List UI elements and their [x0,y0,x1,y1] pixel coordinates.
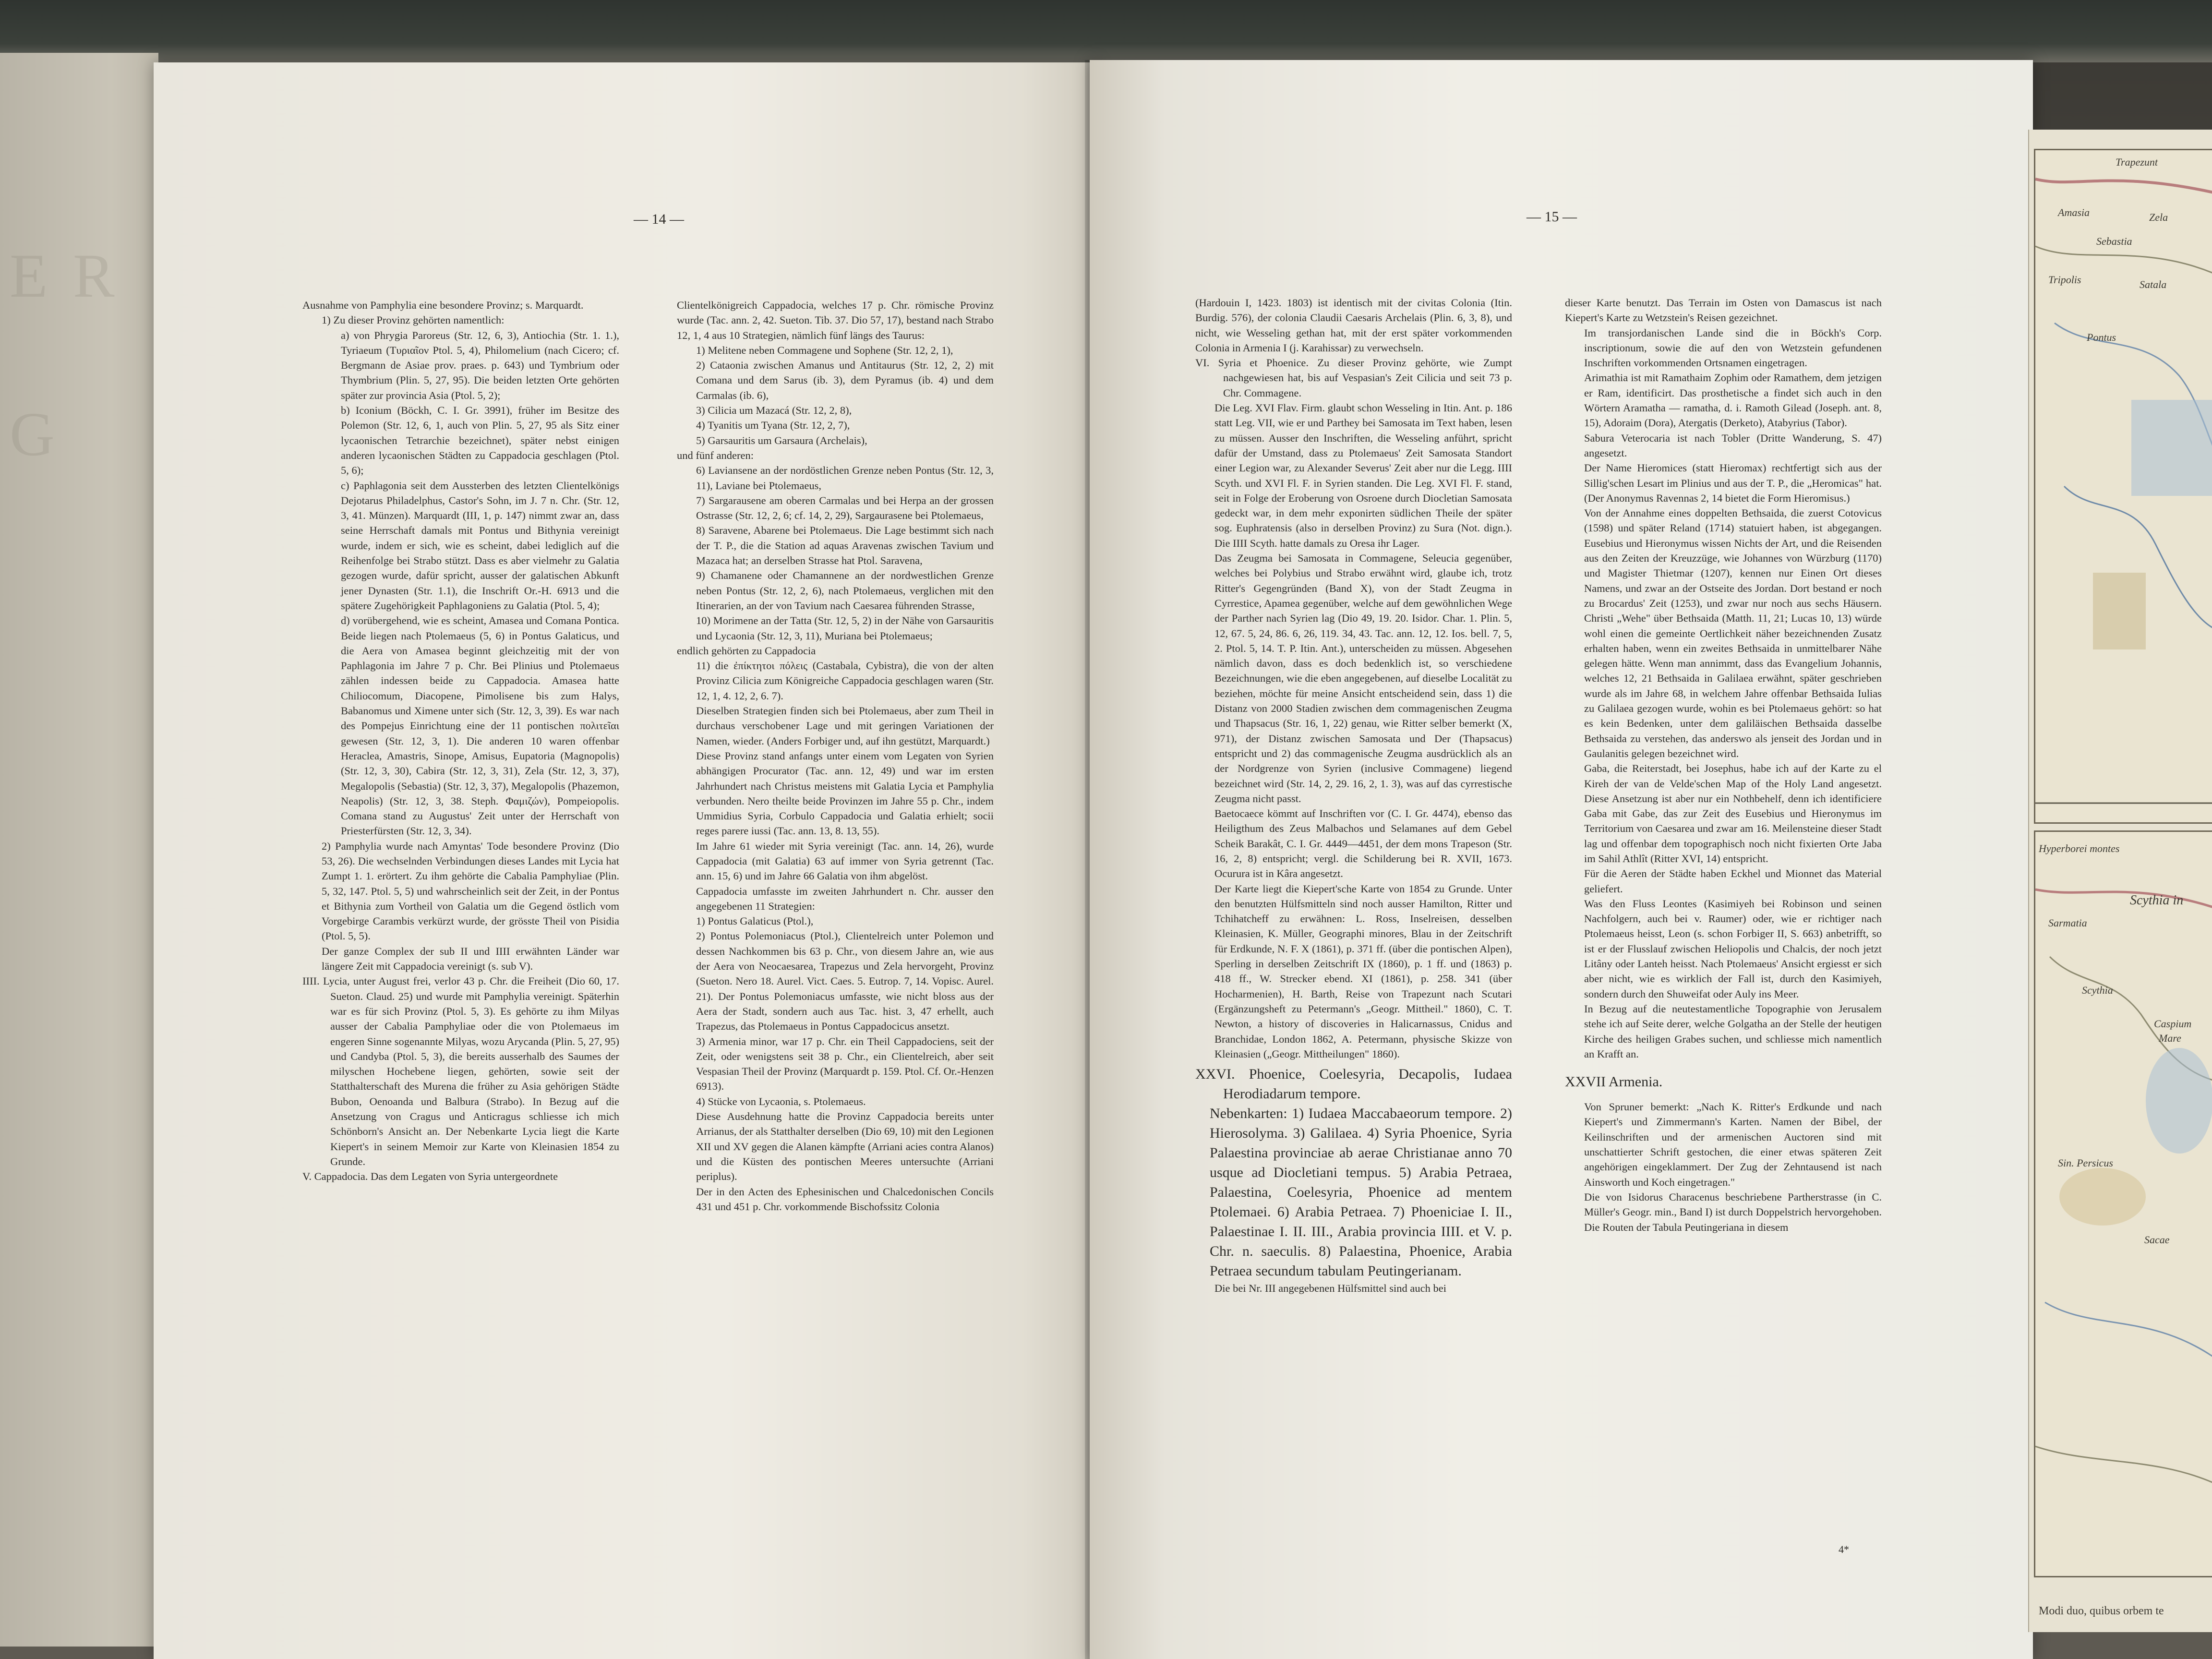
map-label: Hyperborei montes [2039,842,2120,854]
paragraph: VI. Syria et Phoenice. Zu dieser Provinz gehörte, wie Zumpt nachgewiesen hat, bis auf Vespasian's Zeit Cilicia und seit 73 p. Chr. Commagene. [1195,357,1512,399]
paragraph: Diese Provinz stand anfangs unter einem vom Legaten von Syrien abhängigen Procurator (Tac. ann. 12, 49) und war im ersten Jahrhundert nach Christus meistens mit Galatia Lycia et Pamphylia verbunden. Nero theilte beide Provinzen im Jahre 55 p. Chr., indem Ummidius Syria, Corbulo Cappadocia und Galatia erhielt; socii reges parere iussi (Tac. ann. 13, 8. 13, 55). [696,749,994,837]
right-page-column-2 [1565,295,1882,1235]
map-label: Scythia [2082,984,2113,996]
paragraph: 5) Garsauritis um Garsaura (Archelais), [696,434,867,446]
paragraph: dieser Karte benutzt. Das Terrain im Osten von Damascus ist nach Kiepert's Karte zu Wetzstein's Reisen gezeichnet. [1565,297,1882,324]
map-plate-edge [2028,130,2212,1632]
paragraph: Die von Isidorus Characenus beschriebene Partherstrasse (in C. Müller's Geogr. min., Band I) ist durch Doppelstrich hervorgehoben. Die Routen der Tabula Peutingeriana in diesem [1584,1190,1882,1233]
left-page [154,62,1097,1659]
paragraph: Im transjordanischen Lande sind die in Böckh's Corp. inscriptionum, sowie die auf den von Wetzstein gefundenen Inschriften vorkommenden Ortsnamen eingetragen. [1584,326,1882,369]
paragraph: 2) Pamphylia wurde nach Amyntas' Tode besondere Provinz (Dio 53, 26). Die wechselnden Verbindungen dieses Landes mit Lycia hat Zumpt 1. 1. erörtert. Zu ihm gehörte die Cabalia Pamphyliae (Plin. 5, 32, 147. Ptol. 5, 5) und wahrscheinlich seit der Zeit, in der Pontus et Bithynia zum Vortheil von Galatia um die Gegend östlich vom Vorgebirge Carambis verkürzt wurde, der grösste Theil von Pisidia (Ptol. 5, 5). [322,840,619,942]
right-page-column-1 [1195,295,1512,1296]
paragraph: 2) Pontus Polemoniacus (Ptol.), Clientelreich unter Polemon und dessen Nachkommen bis 63 p. Chr., von diesem Jahre an, wie aus der Aera von Neocaesarea, Trapezus und Zela hervorgeht, Provinz (Sueton. Nero 18. Aurel. Vict. Caes. 5. Eutrop. 7, 14. Vopisc. Aurel. 21). Der Pontus Polemoniacus umfasste, wie nicht bloss aus der Aera der Stadt, sondern auch aus Tac. hist. 3, 47 erhellt, auch Trapezus, das Ptolemaeus in Pontus Cappadocicus ansetzt. [696,930,994,1033]
map-label: Sebastia [2096,235,2132,247]
paragraph: 11) die ἐπίκτητοι πόλεις (Castabala, Cybistra), die von der alten Provinz Cilicia zum Königreiche Cappadocia geschlagen waren (Str. 12, 1, 4. 12, 2, 6. 7). [696,660,994,702]
paragraph: Sabura Veterocaria ist nach Tobler (Dritte Wanderung, S. 47) angesetzt. [1584,432,1882,459]
page-number-14: — 14 — [634,211,684,227]
paragraph: Arimathia ist mit Ramathaim Zophim oder Ramathem, dem jetzigen er Ram, identificirt. Das prosthetische a findet sich auch in den Wörtern Aramatha — ramatha, d. i. Ramoth Gilead (Joseph. ant. 8, 15), Adoraim (Dora), Atergatis (Derketo), Atabyrius (Tabor). [1584,372,1882,429]
map-label: Sacae [2144,1234,2170,1246]
map-label: Satala [2140,278,2167,290]
map-caption: Modi duo, quibus orbem te [2039,1605,2164,1617]
paragraph: Der ganze Complex der sub II und IIII erwähnten Länder war längere Zeit mit Cappadocia vereinigt (s. sub V). [322,945,619,973]
paragraph: Gaba, die Reiterstadt, bei Josephus, habe ich auf der Karte zu el Kireh der van de Velde'schen Map of the Holy Land angesetzt. Diese Ansetzung ist aber nur ein Nothbehelf, denn ich identificiere Gaba mit Gabe, das zur Zeit des Eusebius und Hieronymus im Territorium von Caesarea und zwar am 16. Meilensteine dieser Stadt lag und offenbar dem topographisch noch nicht fixierten Orte Jaba im Sahil Athlît (Ritter XVI, 14) entspricht. [1584,762,1882,865]
map-label: Caspium [2154,1018,2192,1030]
right-column-1-body [1195,295,1512,1061]
paragraph: (Hardouin I, 1423. 1803) ist identisch mit der civitas Colonia (Itin. Burdig. 576), der colonia Claudii Caesaris Archelais (Plin. 6, 3, 8), und nicht, wie Wesseling gethan hat, mit der erst später vorkommenden Colonia in Armenia I (j. Karahissar) zu verwechseln. [1195,297,1512,354]
map-label: Amasia [2058,206,2090,218]
right-column-2-body [1565,295,1882,1061]
book-spine-top [0,0,2212,62]
paragraph: 8) Saravene, Abarene bei Ptolemaeus. Die Lage bestimmt sich nach der T. P., die die Station ad aquas Aravenas zwischen Tavium und Mazaca hat; an derselben Strasse hat Ptol. Saravena, [696,524,994,567]
paragraph: 4) Stücke von Lycaonia, s. Ptolemaeus. [696,1095,866,1107]
map-panel-upper [2034,149,2212,824]
paragraph: Dieselben Strategien finden sich bei Ptolemaeus, aber zum Theil in durchaus verschobener Lage und mit geringen Variationen der Namen, wieder. (Anders Forbiger und, auf ihn gestützt, Marquardt.) [696,705,994,747]
paragraph: Von Spruner bemerkt: „Nach K. Ritter's Erdkunde und nach Kiepert's und Zimmermann's Karten. Namen der Bibel, der Keilinschriften und der armenischen Auctoren sind mit unschattierter Schrift gestochen, die einer etwas späteren Zeit angehörigen eingeklammert. Der Zug der Zehntausend ist nach Ainsworth und Koch eingetragen." [1584,1101,1882,1188]
map-lower-drawing [2035,832,2212,1576]
section-heading-xxvi: XXVI. Phoenice, Coelesyria, Decapolis, Iudaea Herodiadarum tempore. [1195,1066,1512,1102]
left-page-column-2 [677,298,994,1214]
paragraph: 1) Melitene neben Commagene und Sophene (Str. 12, 2, 1), [696,344,953,356]
map-label: Mare [2159,1032,2181,1044]
paragraph: Von der Annahme eines doppelten Bethsaida, die zuerst Cotovicus (1598) und später Reland (1714) statuiert haben, ist abgegangen. Eusebius und Hieronymus wissen Nichts der Art, und die Reisenden aus den Zeiten der Kreuzzüge, wie Johannes von Würzburg (1170) und Magister Thietmar (1207), kennen nur Einen Ort dieses Namens, und zwar an der Ostseite des Jordan. Dort bestand er noch zu Brocardus' Zeit (1253), und zwar nur noch aus sechs Häusern. Christi „Wehe" über Bethsaida (Matth. 11, 21; Lucas 10, 13) würde wohl einen die gemeinte Oertlichkeit näher bezeichnenden Zusatz erhalten haben, wenn ein zweites Bethsaida in unmittelbarer Nähe gelegen hätte. Wenn man annimmt, dass das Evangelium Johannis, welches 12, 21 Bethsaida in Galilaea erwähnt, später geschrieben wurde als im Jahre 68, in welchem Jahre offenbar Bethsaida Iulias zu Galilaea gezogen wurde, wohin es bei Ptolemaeus gehört: so hat es kein Bedenken, unter dem galiläischen Bethsaida dasselbe Bethsaida zu verstehen, das anderswo als jenseit des Jordan und in Gaulanitis gelegen bezeichnet wird. [1584,507,1882,759]
paragraph: Das Zeugma bei Samosata in Commagene, Seleucia gegenüber, welches bei Polybius und Strabo erwähnt wird, glaube ich, trotz Ritter's Gegengründen (Band X), von der Stadt Zeugma in Cyrrestice, Apamea gegenüber, welche auf dem gewöhnlichen Wege der Parther nach Syrien lag (Dio 49, 19. 20. Isidor. Char. 1. Plin. 5, 12, 67. 5, 24, 86. 6, 26, 119. 34, 43. Tac. ann. 12, 12. Ios. bell. 7, 5, 2. Ptol. 5, 14. T. P. Itin. Ant.), unterscheiden zu müssen. Abgesehen nämlich davon, dass es doch bedenklich ist, so verschiedene Bezeichnungen, wie die eben angegebenen, auf dieselbe Localität zu beziehen, möchte für meine Ansicht entscheidend sein, dass 1) die Distanz von 2000 Stadien zwischen dem commagenischen Zeugma und Thapsacus (Str. 16, 1, 22) genau, wie Ritter selber bemerkt (X, 971), der Distanz zwischen Samosata und Der (Thapsacus) entspricht und 2) das commagenische Zeugma ausdrücklich als an der Nordgrenze von Syrien (inclusive Commagene) liegend bezeichnet wird (Str. 14, 2, 29. 16, 2, 1. 3), was auf das cyrrestische Zeugma nicht passt. [1214,552,1512,805]
paragraph: d) vorübergehend, wie es scheint, Amasea und Comana Pontica. Beide liegen nach Ptolemaeus (5, 6) in Pontus Galaticus, und die Aera von Amasea beginnt gleichzeitig mit der von Paphlagonia im Jahre 7 p. Chr. Bei Plinius und Ptolemaeus zählen indessen beide zu Cappadocia. Amasea hatte Chiliocomum, Diacopene, Pimolisene bis zum Halys, Babanomus und Ximene unter sich (Str. 12, 3, 39). Es war nach des Pompejus Einrichtung eine der 11 pontischen πολιτεῖαι gewesen (Str. 12, 3, 1). Die anderen 10 waren offenbar Heraclea, Amastris, Sinope, Amisus, Eupatoria (Magnopolis) (Str. 12, 3, 30), Cabira (Str. 12, 3, 31), Zela (Str. 12, 3, 37), Megalopolis (Sebastia) (Str. 12, 3, 37), Megalopolis (Phazemon, Neapolis) (Str. 12, 3, 38. Steph. Φαμιζών), Pompeiopolis. Comana stand zu Augustus' Zeit unter der Herrschaft von Priesterfürsten (Str. 12, 3, 34). [341,614,619,837]
paragraph: c) Paphlagonia seit dem Aussterben des letzten Clientelkönigs Dejotarus Philadelphus, Castor's Sohn, im J. 7 n. Chr. (Str. 12, 3, 41. Münzen). Marquardt (III, 1, p. 147) nimmt zwar an, dass seine Herrschaft damals mit Pontus und Bithynia vereinigt wurde, indem er sich, wie es scheint, dabei lediglich auf die Reihenfolge bei Strabo stützt. Dass es aber vielmehr zu Galatia gezogen wurde, dafür spricht, ausser der galatischen Abkunft jener Dynasten (Str. 1.1), die Inschrift Or.-H. 6913 und die spätere Zugehörigkeit Paphlagoniens zu Galatia (Ptol. 5, 4); [341,479,619,612]
paragraph: Für die Aeren der Städte haben Eckhel und Mionnet das Material geliefert. [1584,867,1882,895]
paragraph: 1) Pontus Galaticus (Ptol.), [696,915,814,927]
paragraph: Clientelkönigreich Cappadocia, welches 17 p. Chr. römische Provinz wurde (Tac. ann. 2, 42. Sueton. Tib. 37. Dio 57, 17), bestand nach Strabo 12, 1, 4 aus 10 Strategien, nämlich fünf längs des Taurus: [677,299,994,341]
right-page [1090,60,2033,1659]
paragraph: 2) Cataonia zwischen Amanus und Antitaurus (Str. 12, 2, 2) mit Comana und dem Sarus (ib. 3), dem Pyramus (ib. 4) und dem Carmalas (ib. 6), [696,359,994,401]
paragraph: Cappadocia umfasste im zweiten Jahrhundert n. Chr. ausser den angegebenen 11 Strategien: [696,885,994,912]
signature-mark: 4* [1839,1543,1849,1555]
map-label: Zela [2149,211,2168,223]
paragraph: V. Cappadocia. Das dem Legaten von Syria untergeordnete [302,1170,558,1183]
paragraph: endlich gehörten zu Cappadocia [677,644,816,657]
paragraph: Was den Fluss Leontes (Kasimiyeh bei Robinson und seinen Nachfolgern, auch bei v. Raumer) oder, wie er richtiger nach Ptolemaeus heisst, Leon (s. schon Forbiger II, S. 663) anbetrifft, so ist er der Flusslauf zwischen Heliopolis und Chalcis, der noch jetzt Litâny oder Lanteh heisst. Nach Ptolemaeus' Ansicht ergiesst er sich aber nicht, wie es wirklich der Fall ist, durch den Kasimiyeh, sondern durch den Shuweifat oder Auly ins Meer. [1584,897,1882,1000]
nebenkarten-list: Nebenkarten: 1) Iudaea Maccabaeorum tempore. 2) Hierosolyma. 3) Galilaea. 4) Syria Phoenice, Syria Palaestina provinciae ab aerae Christianae anno 70 usque ad Diocletiani tempus. 5) Arabia Petraea, Palaestina, Coelesyria, Phoenice ad mentem Ptolemaei. 6) Arabia Petraea. 7) Phoeniciae I. II., Palaestinae I. II. III., Arabia provincia IIII. et V. p. Chr. n. saeculis. 8) Palaestina, Phoenice, Arabia Petraea secundum tabulam Peutingerianam. [1210,1106,1512,1279]
right-column-2-tail [1565,1099,1882,1235]
map-label: Scythia in [2130,893,2184,908]
paragraph: Die Leg. XVI Flav. Firm. glaubt schon Wesseling in Itin. Ant. p. 186 statt Leg. VII, wie er und Parthey bei Samosata im Text haben, lesen zu müssen. Ausser den Inschriften, die Wesseling anführt, spricht dafür der Umstand, dass zu Ptolemaeus' Zeit Samosata Standort einer Legion war, zu Alexander Severus' Zeit aber nur die Legg. IIII Scyth. und XVI Fl. F. in Syrien standen. Die Leg. XVI Fl. F. stand, seit in Folge der Eroberung von Osroene durch Diocletian Samosata gedeckt war, in dem mehr exponirten südlichen Theile der später sog. Euphratensis (also in derselben Provinz) zu Sura (Not. dign.). Die IIII Scyth. hatte damals zu Oresa ihr Lager. [1214,402,1512,549]
paragraph: und fünf anderen: [677,449,754,461]
paragraph: 10) Morimene an der Tatta (Str. 12, 5, 2) in der Nähe von Garsauritis und Lycaonia (Str. 12, 3, 11), Muriana bei Ptolemaeus; [696,614,994,642]
paragraph: Baetocaece kömmt auf Inschriften vor (C. I. Gr. 4474), ebenso das Heiligthum des Zeus Malbachos und Selamanes auf dem Gebel Scheik Barakât, C. I. Gr. 4449—4451, der dem mons Trapeson (Str. 16, 2, 8) entspricht; vergl. die Schilderung bei R. XVII, 1673. Ocurura ist in Kâra angesetzt. [1214,807,1512,880]
paragraph: 9) Chamanene oder Chamannene an der nordwestlichen Grenze neben Pontus (Str. 12, 2, 6), nach Ptolemaeus, verglichen mit den Itinerarien, an der von Tavium nach Caesarea führenden Strasse, [696,569,994,612]
map-label: Sin. Persicus [2058,1157,2113,1169]
map-label: Pontus [2087,331,2116,343]
map-panel-lower [2034,830,2212,1577]
paragraph: Der in den Acten des Ephesinischen und Chalcedonischen Concils 431 und 451 p. Chr. vorkommende Bischofssitz Colonia [696,1185,994,1213]
map-label: Sarmatia [2048,917,2087,929]
paragraph: 3) Cilicia um Mazacá (Str. 12, 2, 8), [696,404,852,417]
left-page-column-1 [302,298,619,1184]
paragraph: In Bezug auf die neutestamentliche Topographie von Jerusalem stehe ich auf Seite derer, welche Golgatha an der Stelle der heutigen Kirche des heiligen Grabes suchen, und schliesse mich namentlich an Krafft an. [1584,1002,1882,1060]
paragraph: 3) Armenia minor, war 17 p. Chr. ein Theil Cappadociens, seit der Zeit, oder wenigstens seit 38 p. Chr., ein Clientelreich, aber seit Vespasian Theil der Provinz (Marquardt p. 159. Ptol. Cf. Or.-Henzen 6913). [696,1035,994,1093]
section-heading-xxvii: XXVII Armenia. [1565,1074,1663,1090]
map-label: Trapezunt [2116,156,2158,168]
map-label: Tripolis [2048,274,2081,286]
paragraph: IIII. Lycia, unter August frei, verlor 43 p. Chr. die Freiheit (Dio 60, 17. Sueton. Claud. 25) und wurde mit Pamphylia vereinigt. Späterhin war es für sich Provinz (Ptol. 5, 3). Es gehörte zu ihm Milyas ausser der Cabalia Pamphyliae oder die von Ptolemaeus im engeren Sinne sogenannte Milyas, wozu Arycanda (Plin. 5, 27, 95) und Candyba (Ptol. 5, 3), die bereits ausserhalb des Saumes der milyschen Hochebene liegen, gehörten, sowie seit der Statthalterschaft des Murena die früher zu Asia gehörigen Städte Bubon, Oenoanda und Balbura (Strabo). In Bezug auf die Ansetzung von Cragus und Anticragus schliesse ich mich Schönborn's Ansicht an. Der Nebenkarte Lycia liegt die Karte Kiepert's in seinem Memoir zur Karte von Kleinasien 1854 zu Grunde. [302,975,619,1167]
paragraph: Im Jahre 61 wieder mit Syria vereinigt (Tac. ann. 14, 26), wurde Cappadocia (mit Galatia) 63 auf immer von Syria getrennt (Tac. ann. 15, 6) und im Jahre 66 Galatia von ihm abgelöst. [696,840,994,882]
page-number-15: — 15 — [1527,209,1577,225]
map-upper-drawing [2035,150,2212,822]
paragraph: 4) Tyanitis um Tyana (Str. 12, 2, 7), [696,419,850,432]
paragraph: Der Name Hieromices (statt Hieromax) rechtfertigt sich aus der Sillig'schen Lesart im Plinius und aus der T. P., die „Heromicas" hat. (Der Anonymus Ravennas 2, 14 bietet die Form Hieromisus.) [1584,462,1882,504]
cover-ghost-letters: E R G [10,241,120,469]
left-cover-flap [0,53,158,1647]
paragraph: 1) Zu dieser Provinz gehörten namentlich: [322,314,505,326]
paragraph: b) Iconium (Böckh, C. I. Gr. 3991), früher im Besitze des Polemon (Str. 12, 6, 1, auch von Plin. 5, 27, 95 als Sitz einer lycaonischen Tetrarchie bezeichnet), später nebst einigen anderen lycaonischen Städten zu Cappadocia geschlagen (Ptol. 5, 6); [341,404,619,477]
paragraph: 7) Sargarausene am oberen Carmalas und bei Herpa an der grossen Ostrasse (Str. 12, 2, 6; cf. 14, 2, 29), Sargaurasene bei Ptolemaeus, [696,494,994,522]
paragraph: Diese Ausdehnung hatte die Provinz Cappadocia bereits unter Arrianus, der als Statthalter derselben (Dio 69, 10) mit den Legionen XII und XV gegen die Alanen kämpfte (Arriani acies contra Alanos) und die Küsten des pontischen Meeres untersuchte (Arriani periplus). [696,1110,994,1183]
paragraph: Ausnahme von Pamphylia eine besondere Provinz; s. Marquardt. [302,299,584,311]
paragraph: a) von Phrygia Paroreus (Str. 12, 6, 3), Antiochia (Str. 1. 1.), Tyriaeum (Τυριαῖον Ptol. 5, 4), Philomelium (nach Cicero; cf. Bergmann de Asiae prov. praes. p. 643) und Tymbrium oder Thymbrium (Plin. 5, 27, 95). Die beiden letzten Orte gehörten später zur provincia Asia (Ptol. 5, 2); [341,329,619,401]
paragraph: Der Karte liegt die Kiepert'sche Karte von 1854 zu Grunde. Unter den benutzten Hülfsmitteln sind noch ausser Hamilton, Ritter und Tchihatcheff zu erwähnen: L. Ross, Inselreisen, desselben Kleinasien, K. Müller, Geographi minores, Blau in der Zeitschrift für Erdkunde, N. F. X (1861), p. 371 ff. (über die pontischen Alpen), Sperling in derselben Zeitschrift IX (1860), p. 1 ff. und (1863) p. 418 ff., W. Strecker ebend. XI (1861), p. 258. 341 (über Hocharmenien), H. Barth, Reise von Trapezunt nach Scutari (Ergänzungsheft zu Petermann's „Geogr. Mittheil." 1860), C. T. Newton, a history of discoveries in Halicarnassus, Cnidus and Branchidae, London 1862, A. Petermann, physische Skizze von Kleinasien („Geogr. Mittheilungen" 1860). [1214,882,1512,1060]
paragraph: 6) Laviansene an der nordöstlichen Grenze neben Pontus (Str. 12, 3, 11), Laviane bei Ptolemaeus, [696,464,994,492]
right-column-1-tail: Die bei Nr. III angegebenen Hülfsmittel sind auch bei [1214,1282,1446,1295]
